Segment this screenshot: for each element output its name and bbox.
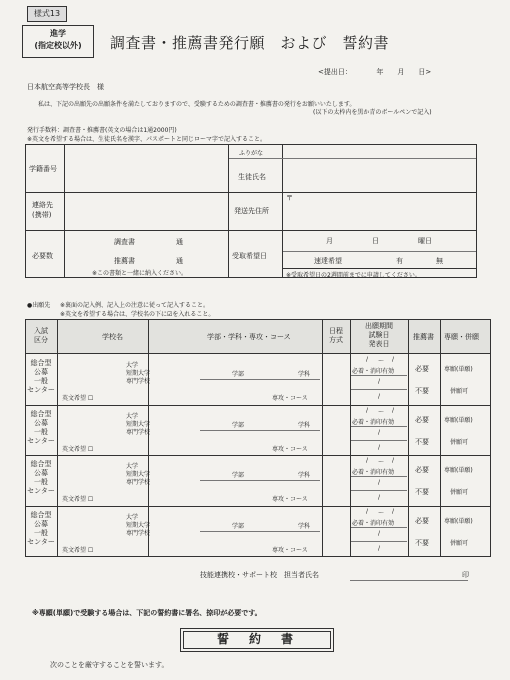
col-schedule: 日程 方式 (329, 327, 343, 344)
arrival-rule: 必着・消印有効 (352, 368, 395, 375)
rec-required[interactable]: 必要 (415, 365, 429, 373)
student-id-field[interactable] (64, 145, 228, 192)
arrival-rule: 必着・消印有効 (352, 519, 395, 527)
postal-mark: 〒 (286, 194, 293, 202)
period-tilde: ～ (378, 459, 385, 466)
needed-count-label: 必要数 (32, 252, 53, 260)
dedicated-option[interactable]: 専願(単願) (444, 416, 473, 424)
count-note: ※この書類と一緒に納入ください。 (92, 270, 188, 277)
send-address-field[interactable] (283, 193, 476, 230)
exam-slash: / (378, 378, 381, 385)
student-id-label: 学籍番号 (29, 165, 57, 173)
period-slash: / (366, 406, 369, 414)
contact-sub-label: (携帯) (32, 211, 52, 219)
period-slash: / (392, 356, 395, 363)
transcript-label: 調査書 (114, 238, 135, 246)
contact-label: 連絡先 (32, 201, 53, 209)
express-label: 速達希望 (314, 257, 342, 265)
subject-label: 学科 (298, 522, 311, 530)
rec-required[interactable]: 必要 (415, 415, 429, 424)
school-type-1: 短期大学 (126, 521, 151, 529)
exam-type-options: 総合型 公募 一般 センター (27, 359, 55, 394)
major-label: 専攻・コース (272, 496, 308, 503)
combined-option[interactable]: 併願可 (450, 388, 469, 395)
oath-body: 次のことを厳守することを誓います。 (50, 661, 169, 669)
announce-slash: / (378, 544, 381, 552)
express-yes[interactable]: 有 (396, 257, 403, 265)
recommendation-label: 推薦書 (114, 257, 135, 265)
exam-type-options: 総合型 公募 一般 センター (27, 409, 55, 445)
rec-required[interactable]: 必要 (415, 516, 429, 525)
arrival-rule: 必着・消印有効 (352, 469, 395, 476)
dedicated-option[interactable]: 専願(単願) (444, 366, 473, 373)
english-note: ※英文を希望する場合は、生徒氏名を漢字、パスポートと同じローマ字で記入すること。 (27, 136, 267, 143)
exam-slash: / (378, 479, 381, 486)
fee-line: 発行手数料：調査書・推薦書(英文の場合は1通2000円) (27, 127, 177, 134)
col-dedicated: 専願・併願 (444, 333, 479, 341)
scope-line2: (指定校以外) (34, 41, 82, 50)
express-no[interactable]: 無 (436, 257, 443, 265)
school-type-0: 大学 (126, 362, 139, 369)
period-slash: / (366, 507, 369, 515)
major-label: 専攻・コース (272, 546, 308, 554)
english-checkbox[interactable]: 英文希望 ☐ (62, 445, 94, 453)
school-type-0: 大学 (126, 463, 139, 470)
student-name-field[interactable] (283, 159, 476, 192)
rec-not-required[interactable]: 不要 (415, 437, 429, 446)
school-type-1: 短期大学 (126, 471, 151, 478)
teacher-line: 技能連携校・サポート校 担当者氏名 (200, 571, 319, 579)
student-name-label: 生徒氏名 (238, 173, 266, 181)
day-label: 日 (372, 237, 379, 245)
english-checkbox[interactable]: 英文希望 ☐ (62, 496, 94, 503)
app-note-1: ※裏面の記入例、記入上の注意に従って記入すること。 (60, 302, 210, 309)
rec-not-required[interactable]: 不要 (415, 488, 429, 496)
english-checkbox[interactable]: 英文希望 ☐ (62, 546, 94, 554)
english-checkbox[interactable]: 英文希望 ☐ (62, 395, 94, 402)
month-label: 月 (326, 237, 333, 245)
period-slash: / (392, 406, 395, 414)
exam-slash: / (378, 529, 381, 537)
combined-option[interactable]: 併願可 (450, 489, 469, 496)
dept-label: 学部 (232, 371, 245, 378)
period-tilde: ～ (378, 408, 385, 416)
dedicated-option[interactable]: 専願(単願) (444, 517, 473, 525)
announce-slash: / (378, 443, 381, 451)
page-title: 調査書・推薦書発行願 および 誓約書 (110, 34, 390, 52)
period-slash: / (392, 457, 395, 464)
receipt-date-label: 受取希望日 (232, 252, 267, 260)
period-tilde: ～ (378, 358, 385, 365)
send-address-label: 発送先住所 (234, 207, 269, 215)
school-type-2: 専門学校 (126, 529, 151, 537)
school-type-1: 短期大学 (126, 420, 151, 428)
intro-line-1: 私は、下記の出願先の出願条件を満たしておりますので、受験するための調査書・推薦書の発行をお願いいたします。 (38, 101, 356, 108)
announce-slash: / (378, 494, 381, 501)
col-school-name: 学校名 (102, 333, 123, 341)
exam-slash: / (378, 428, 381, 436)
arrival-rule: 必着・消印有効 (352, 418, 395, 426)
seal-mark: 印 (462, 571, 469, 579)
submission-date: <提出日： 年 月 日> (318, 68, 432, 76)
contact-field[interactable] (64, 193, 228, 230)
combined-option[interactable]: 併願可 (450, 539, 469, 547)
addressee: 日本航空高等学校長 様 (27, 83, 104, 91)
major-label: 専攻・コース (272, 445, 308, 453)
dept-label: 学部 (232, 522, 245, 530)
school-type-0: 大学 (126, 412, 139, 420)
dept-label: 学部 (232, 421, 245, 429)
major-label: 専攻・コース (272, 395, 308, 402)
recommendation-unit: 通 (176, 257, 183, 265)
subject-label: 学科 (298, 371, 311, 378)
app-header-label: ●出願先 (27, 302, 51, 309)
col-recommendation: 推薦書 (413, 333, 434, 341)
oath-title: 誓 約 書 (180, 628, 334, 652)
rec-not-required[interactable]: 不要 (415, 387, 429, 395)
weekday-label: 曜日 (418, 237, 432, 245)
subject-label: 学科 (298, 421, 311, 429)
form-id-label: 様式13 (27, 6, 67, 22)
period-slash: / (392, 507, 395, 515)
receipt-note: ※受取希望日の2週間前までに申請してください。 (286, 272, 421, 279)
dedicated-option[interactable]: 専願(単願) (444, 467, 473, 474)
school-type-0: 大学 (126, 513, 139, 521)
exam-type-options: 総合型 公募 一般 センター (27, 460, 55, 495)
school-type-2: 専門学校 (126, 378, 151, 385)
transcript-unit: 通 (176, 238, 183, 246)
col-period: 出願期間 試験日 発表日 (365, 322, 393, 348)
col-exam-type: 入試 区分 (34, 327, 48, 344)
furigana-label: ふりがな (239, 150, 264, 157)
school-type-2: 専門学校 (126, 479, 151, 486)
app-note-2: ※英文を希望する場合は、学校名の下に☑を入れること。 (60, 311, 215, 318)
rec-not-required[interactable]: 不要 (415, 538, 429, 547)
subject-label: 学科 (298, 472, 311, 479)
col-faculty: 学部・学科・専攻・コース (207, 333, 291, 341)
combined-option[interactable]: 併願可 (450, 438, 469, 446)
announce-slash: / (378, 393, 381, 400)
scope-line1: 進学 (50, 29, 66, 38)
period-slash: / (366, 356, 369, 363)
dept-label: 学部 (232, 472, 245, 479)
rec-required[interactable]: 必要 (415, 466, 429, 474)
school-type-1: 短期大学 (126, 370, 151, 377)
warning-line: ※専願(単願)で受験する場合は、下記の誓約書に署名、捺印が必要です。 (32, 609, 262, 617)
period-slash: / (366, 457, 369, 464)
scope-badge (22, 25, 94, 58)
intro-line-2: (以下の太枠内を黒か青のボールペンで記入) (313, 109, 432, 116)
school-type-2: 専門学校 (126, 428, 151, 436)
exam-type-options: 総合型 公募 一般 センター (27, 510, 55, 546)
period-tilde: ～ (378, 509, 385, 517)
